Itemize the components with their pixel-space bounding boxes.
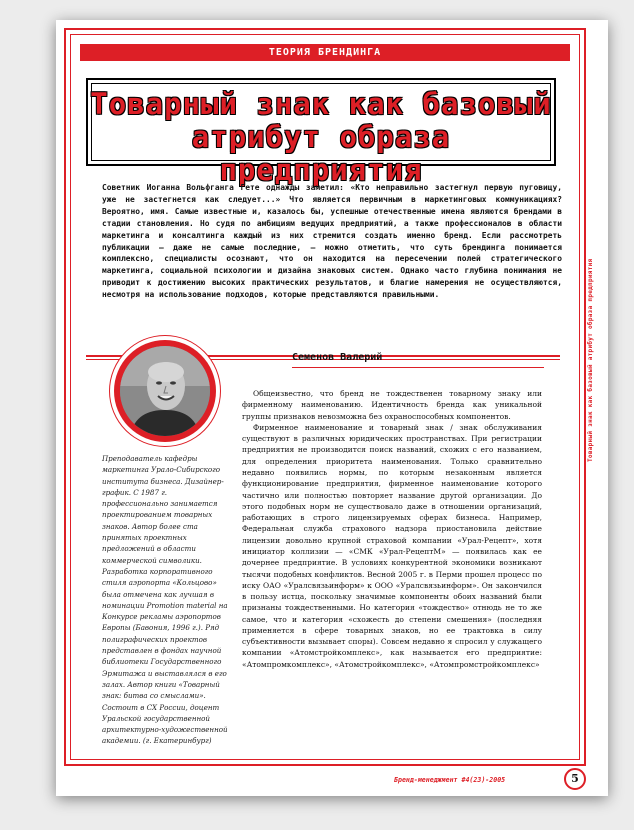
page-number: 5 [564, 768, 586, 790]
author-underline [292, 367, 544, 368]
body-paragraph: Общеизвестно, что бренд не тождественен товарному знаку или фирменному наименованию. Идентичность бренда как уникальной группы признаков невозможна без охраноспособных компонентов. [242, 389, 542, 421]
lead-paragraph: Советник Иоганна Вольфганга Гете однажды заметил: «Кто неправильно застегнул первую пуговицу, уже не застегнется как следует...» Что является первичным в маркетинговых коммуникациях? Вероятно, имя. Самые известные и, казалось бы, успешные отечественные имена являются брендами в стадии становления. Но судя по амбициям ведущих предприятий, а также профессионалов в области маркетинга и консалтинга каждый из них стремится создать именно бренд. Если рассмотреть публикации — даже не самые последние, — можно отметить, что суть брендинга понимается комплексно, специалисты осознают, что он находится на пересечении полей стратегического маркетинга, социальной психологии и дизайна знаковых систем. Однако часто глубина понимания не приводит к достижению высоких практических результатов, и благие намерения не осуществляются, несмотря на использование подходов, которые представляются правильными. [102, 183, 562, 300]
article-title-box [86, 78, 556, 187]
body-paragraph: Фирменное наименование и товарный знак / знак обслуживания существуют в различных юридических пространствах. При регистрации предприятия не производится поиск названий, схожих с его названием, для определения приоритета наименования. Только сравнительно недавно появились нормы, по которым незаконным является функционирование предприятия, фирменное наименование которого частично или полностью повторяет название другой организации. До этого подобных норм не существовало даже в отношении организаций, работающих в строго лицензируемых сферах бизнеса. Например, Федеральная служба страхового надзора приостановила действие лицензии довольно крупной страховой компании «Урал-Рецепт», хотя инициатор коллизии — «СМК «Урал-РецептМ» — появилась как ее дочернее предприятие. В условиях конкурентной экономики возникают тысячи подобных конфликтов. Весной 2005 г. в Перми прошел процесс по иску ОАО «Уралсвязьинформ» к ООО «Уралсвязьинформ». Он закончился в пользу истца, поскольку значимые компоненты обоих названий были признаны тождественными. Но категория «тождество» отнюдь не то же самое, что и категория «схожесть до степени смешения» (последняя применяется в сфере товарных знаков, но ее трактовка в силу субъективности вызывает споры). Совсем недавно я спросил у служащего компании «Атомстройкомплекс», как называется его предприятие: «Атомпромкомплекс», «Атомстройкомплекс», «Атомпромстройкомплекс» [242, 422, 542, 669]
author-photo [114, 340, 216, 442]
side-caption: Товарный знак как базовый атрибут образа предприятия [587, 258, 594, 462]
author-portrait [120, 346, 210, 436]
portrait-drawing [120, 346, 210, 436]
article-body [242, 388, 542, 670]
author-name: Семенов Валерий [292, 352, 383, 363]
author-bio: Преподаватель кафедры маркетинга Урало-Сибирского института бизнеса. Дизайнер-график. С 1987 г. профессионально занимается проектированием товарных знаков. Автор более ста принятых проектных предложений в области коммерческой символики. Разработка корпоративного стиля аэропорта «Кольцово» была отмечена как лучшая в номинации Promotion material на Конкурсе рекламы аэропортов Европы (Бавония, 1996 г.). Ряд полиграфических проектов представлен в фондах научной библиотеки Государственного Эрмитажа и выставлялся в его залах. Автор книги «Товарный знак: битва со смыслами». Состоит в СХ России, доцент Уральской государственной архитектурно-художественной академии. (г. Екатеринбург) [102, 454, 228, 746]
section-rubric: ТЕОРИЯ БРЕНДИНГА [80, 44, 570, 61]
title-line-1: Товарный знак как базовый [90, 87, 552, 121]
issue-footer: Бренд-менеджмент #4(23)-2005 [394, 776, 506, 784]
title-line-2: атрибут образа предприятия [191, 120, 451, 187]
magazine-page [56, 20, 608, 796]
article-title [88, 88, 554, 187]
